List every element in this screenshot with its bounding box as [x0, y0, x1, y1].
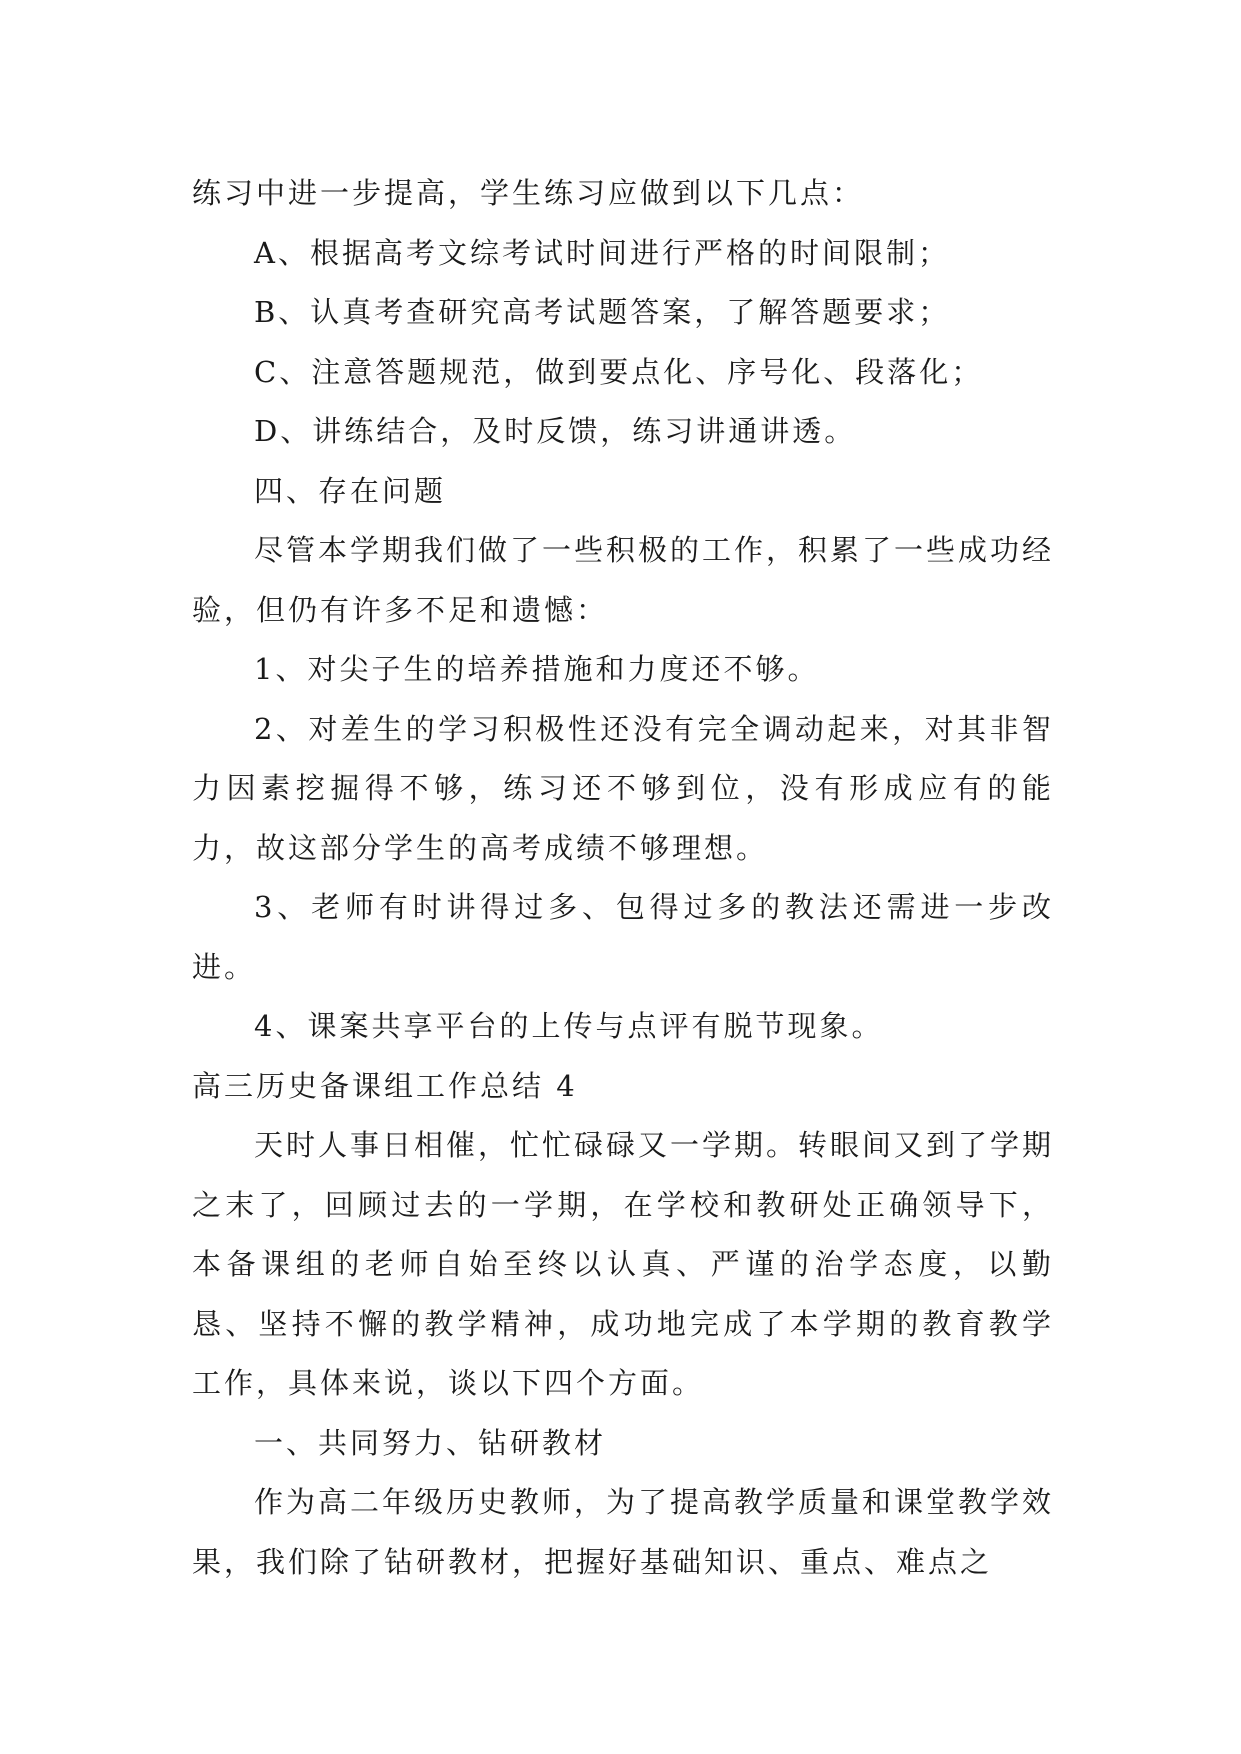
list-item-c: C、注意答题规范，做到要点化、序号化、段落化；: [254, 354, 984, 389]
problem-item-2: 2、对差生的学习积极性还没有完全调动起来，对其非智力因素挖掘得不够，练习还不够到位，没有形成应有的能力，故这部分学生的高考成绩不够理想。: [192, 711, 1054, 865]
paragraph-summary-intro: 天时人事日相催，忙忙碌碌又一学期。转眼间又到了学期之末了，回顾过去的一学期，在学校和教研处正确领导下，本备课组的老师自始至终以认真、严谨的治学态度，以勤恳、坚持不懈的教学精神，成功地完成了本学期的教育教学工作，具体来说，谈以下四个方面。: [192, 1128, 1055, 1400]
section-heading-problems: 四、存在问题: [254, 473, 447, 508]
list-item-d: D、讲练结合，及时反馈，练习讲通讲透。: [254, 414, 857, 448]
section-heading-study-materials: 一、共同努力、钻研教材: [254, 1425, 607, 1460]
document-title-summary-4: 高三历史备课组工作总结 4: [192, 1068, 578, 1103]
list-item-b: B、认真考查研究高考试题答案，了解答题要求；: [254, 295, 951, 329]
problem-item-4: 4、课案共享平台的上传与点评有脱节现象。: [254, 1009, 884, 1043]
problem-item-1: 1、对尖子生的培养措施和力度还不够。: [254, 652, 820, 686]
problem-item-3: 3、老师有时讲得过多、包得过多的教法还需进一步改进。: [192, 890, 1054, 984]
paragraph-problems-intro: 尽管本学期我们做了一些积极的工作，积累了一些成功经验，但仍有许多不足和遗憾：: [192, 533, 1055, 627]
paragraph-practice-intro: 练习中进一步提高，学生练习应做到以下几点：: [192, 176, 865, 210]
list-item-a: A、根据高考文综考试时间进行严格的时间限制；: [254, 235, 950, 270]
document-body: [192, 164, 1054, 1592]
paragraph-study-materials: 作为高二年级历史教师，为了提高教学质量和课堂教学效果，我们除了钻研教材，把握好基础知识、重点、难点之: [192, 1485, 1055, 1579]
